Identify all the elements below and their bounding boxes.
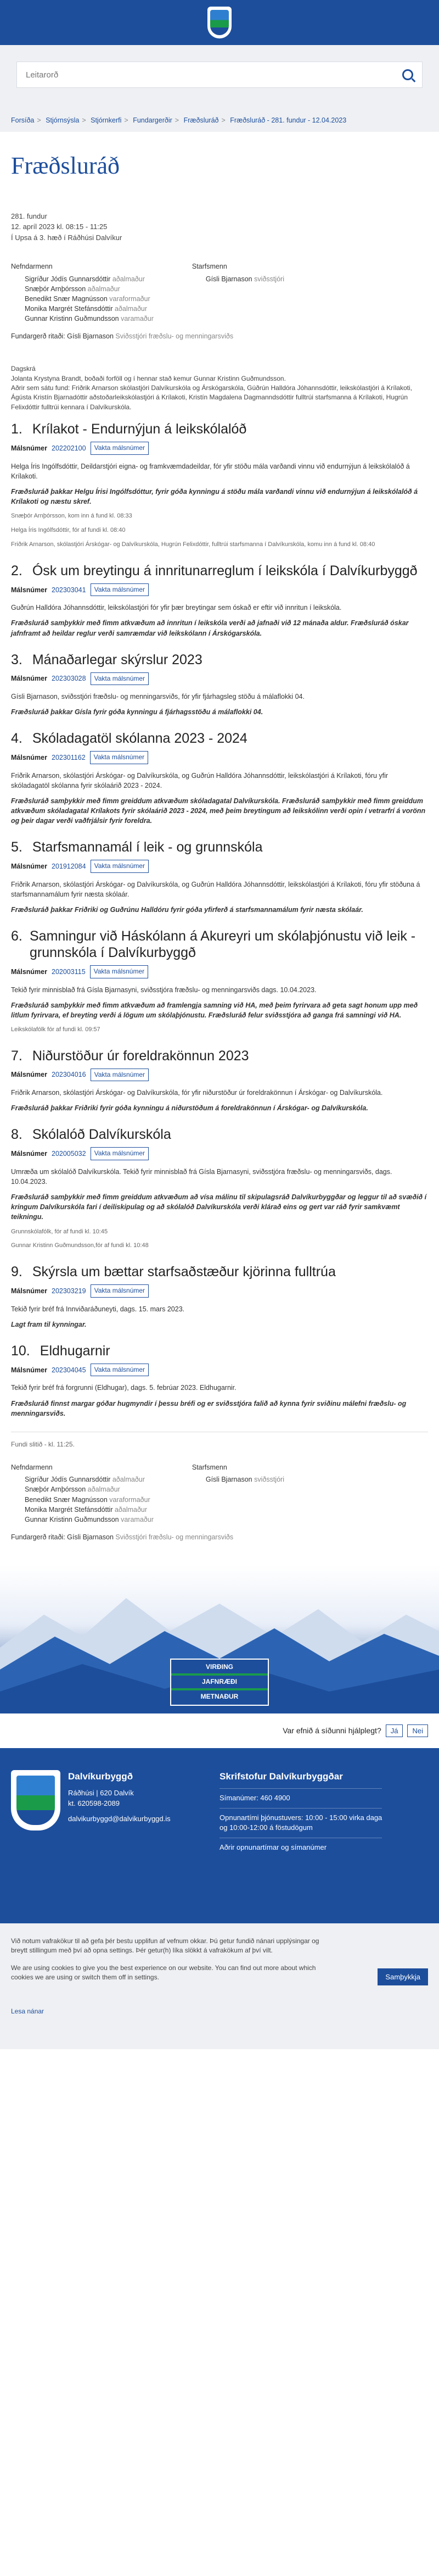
agenda-item-number: 1. [11, 421, 22, 437]
footer-phone: Símanúmer: 460 4900 [219, 1788, 382, 1808]
case-number-link[interactable]: 202303219 [52, 1287, 86, 1295]
case-number-label: Málsnúmer [11, 1150, 47, 1158]
agenda-item-title: Krílakot - Endurnýjun á leikskólalóð [32, 421, 247, 437]
member-name: Gunnar Kristinn Guðmundsson [25, 315, 119, 323]
cookie-banner [0, 1923, 439, 2049]
follow-case-button[interactable]: Vakta málsnúmer [91, 1147, 149, 1160]
agenda-item-paragraph: Fræðsluráð þakkar Gísla fyrir góða kynningu á fjárhagsstöðu á málaflokki 04. [11, 708, 263, 716]
case-number-row [11, 583, 428, 596]
agenda-item-title: Mánaðarlegar skýrslur 2023 [32, 652, 202, 667]
agenda-item-paragraph: Friðrik Arnarson, skólastjóri Árskógar- og Dalvíkurskóla, og Guðrún Halldóra Jóhannsdóttir, leikskólastjóri á Krílakoti, fóru yfir stöðuna á starfsmannamálum fyrir næsta skólaár. [11, 880, 420, 898]
breadcrumb-separator: > [221, 116, 226, 124]
members-column [11, 262, 154, 324]
agenda-item-heading [11, 928, 428, 961]
member-row [11, 304, 154, 314]
feedback-no-button[interactable]: Nei [407, 1724, 428, 1737]
case-number-link[interactable]: 202304016 [52, 1071, 86, 1079]
agenda-item-title: Samningur við Háskólann á Akureyri um skólaþjónustu við leik - grunnskóla í Dalvíkurbyggð [30, 928, 416, 961]
member-role: varaformaður [109, 1495, 150, 1504]
agenda-item-title: Ósk um breytingu á innritunarreglum í leikskóla í Dalvíkurbyggð [32, 563, 418, 578]
agenda-item-paragraph: Fræðsluráð þakkar Helgu Írisi Ingólfsdóttur, fyrir góða kynningu á stöðu mála varðandi vinnu við endurnýjun á leikskólalóð á Krílakoti og næstu skref. [11, 487, 418, 506]
footer-address: Ráðhúsi | 620 Dalvík [68, 1788, 134, 1797]
minutes-by-role: Sviðsstjóri fræðslu- og menningarsviðs [115, 1533, 234, 1541]
agenda-item-heading [11, 1126, 428, 1143]
case-number-row [11, 442, 428, 454]
meeting-meta [11, 211, 428, 243]
attendees [11, 262, 428, 324]
minutes-by-label: Fundargerð ritaði: [11, 1533, 65, 1541]
member-role: aðalmaður [114, 1505, 148, 1514]
agenda-item-paragraph: Grunnskólafólk, fór af fundi kl. 10:45 [11, 1228, 108, 1235]
agenda-item-paragraph: Tekið fyrir bréf frá Innviðaráðuneyti, dags. 15. mars 2023. [11, 1305, 185, 1313]
minutes-by-label: Fundargerð ritaði: [11, 332, 65, 341]
member-role: varamaður [121, 1515, 154, 1523]
case-number-link[interactable]: 202301162 [52, 753, 86, 761]
agenda-item-heading [11, 839, 428, 855]
member-name: Monika Margrét Stefánsdóttir [25, 304, 113, 313]
agenda-item-number: 8. [11, 1127, 22, 1143]
agenda-item-paragraph: Helga Íris Ingólfsdóttir, fór af fundi kl. 08:40 [11, 527, 126, 534]
agenda-absence-note: Jolanta Krystyna Brandt, boðaði forföll og í hennar stað kemur Gunnar Kristinn Guðmundsson. [11, 374, 286, 382]
agenda-item [11, 730, 428, 826]
agenda-item-paragraph: Gunnar Kristinn Guðmundsson,fór af fundi kl. 10:48 [11, 1242, 149, 1249]
member-row [11, 1515, 154, 1525]
case-number-link[interactable]: 202303028 [52, 675, 86, 683]
footer-right [219, 1770, 382, 1857]
follow-case-button[interactable]: Vakta málsnúmer [90, 965, 148, 978]
breadcrumb-item[interactable]: Stjórnkerfi [91, 116, 122, 124]
agenda-item-heading [11, 1264, 428, 1280]
agenda-item-paragraph: Fræðsluráð samþykkir með fimm greiddum atkvæðum að vísa málinu til skipulagsráð Dalvíkurbyggðar og leggur til að svæðið í kringum Dalvíkurskóla fari í deiliskipulag og að skólalóð Dalvíkurskóla verði klárað eins og gert var ráð fyrir samkvæmt teikningu. [11, 1193, 427, 1221]
agenda-item-number: 5. [11, 839, 22, 855]
follow-case-button[interactable]: Vakta málsnúmer [91, 1284, 149, 1297]
follow-case-button[interactable]: Vakta málsnúmer [91, 1364, 149, 1376]
member-row [11, 294, 154, 304]
feedback-bar [0, 1713, 439, 1748]
footer-offices-title: Skrifstofur Dalvíkurbyggðar [219, 1771, 343, 1782]
agenda-item [11, 652, 428, 717]
agenda-item-paragraph: Fræðsluráð þakkar Friðriki fyrir góða kynningu á niðurstöðum á foreldrakönnun í Árskógar- og Dalvíkurskóla. [11, 1104, 368, 1112]
footer-title: Dalvíkurbyggð [68, 1771, 133, 1782]
agenda-item-paragraph: Snæþór Arnþórsson, kom inn á fund kl. 08:33 [11, 513, 132, 520]
case-number-label: Málsnúmer [11, 586, 47, 594]
member-row [11, 1505, 154, 1515]
footer-hours-line: og 10:00-12:00 á föstudögum [219, 1823, 313, 1832]
meeting-date: 12. apríl 2023 kl. 08:15 - 11:25 [11, 222, 108, 231]
agenda-item-number: 7. [11, 1048, 22, 1064]
case-number-link[interactable]: 202303041 [52, 586, 86, 594]
agenda-item-number: 6. [11, 928, 22, 944]
agenda-item-paragraph: Friðrik Arnarson, skólastjóri Árskógar- og Dalvíkurskóla, og Guðrún Halldóra Jóhannsdóttir, leikskólastjóri á Krílakoti, fóru yfir skóladagatöl skólanna fyrir skólaárið 2023 - 2024. [11, 771, 389, 789]
case-number-label: Málsnúmer [11, 1287, 47, 1295]
case-number-label: Málsnúmer [11, 1071, 47, 1079]
breadcrumb-home[interactable]: Forsíða [11, 116, 35, 124]
cookie-text-en: We are using cookies to give you the best experience on our website. You can find out more about which cookies we are using or switch them off in settings. [11, 1963, 316, 1982]
search-input[interactable] [26, 70, 402, 80]
agenda-item [11, 1264, 428, 1329]
value-ambition: METNAÐUR [200, 1693, 239, 1701]
member-row [11, 1475, 154, 1484]
agenda-label: Dagskrá [11, 365, 36, 373]
footer-hours-line: Opnunartími þjónustuvers: 10:00 - 15:00 virka daga [219, 1813, 382, 1822]
member-name: Sigríður Jódís Gunnarsdóttir [25, 275, 111, 283]
member-role: aðalmaður [87, 1485, 120, 1494]
cookie-accept-button[interactable]: Samþykkja [378, 1968, 428, 1985]
breadcrumb-separator: > [124, 116, 128, 124]
agenda-item-paragraph: Fræðsluráð þakkar Friðriki og Guðrúnu Halldóru fyrir góða yfirferð á starfsmannamálum fyrir næsta skólaár. [11, 906, 363, 914]
breadcrumb-item[interactable]: Stjórnsýsla [46, 116, 80, 124]
agenda-item-number: 9. [11, 1264, 22, 1280]
case-number-label: Málsnúmer [11, 675, 47, 683]
agenda-item [11, 1048, 428, 1114]
values-banner [0, 1565, 439, 1713]
staff-column [192, 1462, 284, 1525]
staff-role: sviðsstjóri [254, 1476, 284, 1484]
case-number-row [11, 1069, 428, 1081]
top-bar [0, 0, 439, 45]
minutes-by-name: Gísli Bjarnason [67, 1533, 114, 1541]
attendees-bottom [11, 1462, 428, 1525]
agenda-item-title: Skóladagatöl skólanna 2023 - 2024 [32, 731, 247, 747]
main-content [0, 148, 439, 1542]
agenda-item-heading [11, 421, 428, 437]
breadcrumb [0, 115, 439, 132]
agenda-item-paragraph: Umræða um skólalóð Dalvíkurskóla. Tekið fyrir minnisblað frá Gísla Bjarnasyni, sviðsstjóra fræðslu- og menningarsviðs, dags. 10.04.2023. [11, 1167, 392, 1186]
case-number-row [11, 751, 428, 764]
agenda-item-title: Skólalóð Dalvíkurskóla [32, 1127, 171, 1143]
agenda-item-paragraph: Guðrún Halldóra Jóhannsdóttir, leikskólastjóri fór yfir þær breytingar sem óskað er eftir við innritun í leikskóla. [11, 604, 342, 612]
agenda-item [11, 928, 428, 1034]
search-box [16, 62, 423, 88]
agenda-item [11, 1126, 428, 1250]
agenda-item-heading [11, 563, 428, 579]
footer-more-link[interactable]: Aðrir opnunartímar og símanúmer [219, 1838, 382, 1857]
follow-case-button[interactable]: Vakta málsnúmer [91, 442, 149, 454]
agenda-item-paragraph: Fræðsluráð samþykkir með fimm atkvæðum að innritun í leikskóla verði að jafnaði við 12 mánaða aldur. Fræðsluráð óskar jafnframt að heildar reglur verði samræmdar við leikskólann í Árskógarskóla. [11, 619, 409, 637]
case-number-link[interactable]: 201912084 [52, 863, 86, 870]
case-number-row [11, 1284, 428, 1297]
minutes-by-name: Gísli Bjarnason [67, 332, 114, 341]
staff-column [192, 262, 284, 324]
agenda-attendees-note: Aðrir sem sátu fund: Friðrik Arnarson skólastjóri Dalvíkurskóla og Árskógarskóla, Gúðrún Halldóra Jóhannsdóttir, leikskólastjóri á Krílakoti, Ágústa Kristín Bjarnadóttir aðstoðarleikskólastjóri á Krílakoti, Kristín Magdalena Dagmanndsdóttir fulltrúi starfsmanna á Krílakoti, Hugrún Felixdóttir fulltrúi kennara í Dalvíkurskóla. [11, 384, 412, 411]
case-number-label: Málsnúmer [11, 444, 47, 452]
agenda-item-paragraph: Fræðsluráð samþykkir með fimm greiddum atkvæðum skóladagatal Dalvíkurskóla. Fræðsluráð samþykkir með fimm greiddum atkvæðum skóladagatal Krílakots fyrir skólaárið 2023 - 2024, með þeim breytingum að leikskólinn verði opin í vetrarfrí á vorönn og þeir dagar verði vaðfrjálsir fyrir foreldra. [11, 797, 426, 825]
agenda-item-heading [11, 1343, 428, 1359]
agenda-item-title: Starfsmannamál í leik - og grunnskóla [32, 839, 263, 855]
member-row [11, 1495, 154, 1505]
feedback-question: Var efnið á síðunni hjálplegt? [283, 1726, 381, 1735]
breadcrumb-item[interactable]: Fræðsluráð [183, 116, 219, 124]
agenda-item-paragraph: Leikskólafólk fór af fundi kl. 09:57 [11, 1026, 100, 1033]
minutes-by-bottom [11, 1532, 428, 1542]
agenda-item-paragraph: Fræðsluráð samþykkir með fimm atkvæðum að framlengja samning við HA, með þeim fyrirvara að geta sagt honum upp með litlum fyrirvara, ef breyting verði á lögum um skólaþjónustu. Fræðsluráð felur sviðsstjóra að ganga frá samningi við HA. [11, 1001, 418, 1019]
green-stripe [171, 1688, 268, 1690]
member-name: Benedikt Snær Magnússon [25, 294, 108, 303]
member-role: aðalmaður [87, 285, 120, 293]
case-number-link[interactable]: 202005032 [52, 1150, 86, 1158]
member-name: Snæþór Arnþórsson [25, 285, 86, 293]
breadcrumb-item[interactable]: Fundargerðir [133, 116, 172, 124]
member-role: aðalmaður [112, 275, 145, 283]
meeting-location: Í Upsa á 3. hæð í Ráðhúsi Dalvíkur [11, 233, 122, 242]
follow-case-button[interactable]: Vakta málsnúmer [91, 672, 149, 685]
agenda-item-heading [11, 652, 428, 668]
member-row [11, 274, 154, 284]
member-name: Monika Margrét Stefánsdóttir [25, 1505, 113, 1514]
agenda-item-title: Eldhugarnir [40, 1343, 110, 1359]
case-number-label: Málsnúmer [11, 863, 47, 870]
staff-row [192, 1475, 284, 1484]
agenda-item-paragraph: Lagt fram til kynningar. [11, 1320, 87, 1328]
member-name: Sigríður Jódís Gunnarsdóttir [25, 1476, 111, 1484]
dalvikurbyggd-logo[interactable] [207, 7, 232, 38]
footer-email-link[interactable]: dalvikurbyggd@dalvikurbyggd.is [68, 1815, 171, 1823]
agenda-item-paragraph: Friðrik Arnarson, skólastjóri Árskógar- og Dalvíkurskóla, Hugrún Felixdóttir, fulltrúi starfsmanna í Dalvíkurskóla, komu inn á fund kl. 08:40 [11, 541, 375, 548]
breadcrumb-separator: > [37, 116, 41, 124]
agenda-item [11, 839, 428, 915]
search-area [0, 45, 439, 115]
staff-heading: Starfsmenn [192, 1464, 227, 1472]
agenda-item-number: 4. [11, 731, 22, 747]
member-name: Gunnar Kristinn Guðmundsson [25, 1515, 119, 1523]
agenda-item-title: Skýrsla um bættar starfsaðstæður kjörinna fulltrúa [32, 1264, 336, 1280]
members-column [11, 1462, 154, 1525]
agenda-item-number: 10. [11, 1343, 30, 1359]
cookie-read-more-link[interactable]: Lesa nánar [11, 2007, 44, 2015]
breadcrumb-current: Fræðsluráð - 281. fundur - 12.04.2023 [230, 116, 347, 124]
meeting-number: 281. fundur [11, 212, 47, 220]
value-respect: VIRÐING [205, 1663, 233, 1671]
follow-case-button[interactable]: Vakta málsnúmer [91, 860, 149, 872]
search-icon[interactable] [402, 69, 413, 80]
footer-logo [11, 1770, 60, 1831]
agenda-item-number: 3. [11, 652, 22, 667]
case-number-row [11, 1364, 428, 1376]
case-number-row [11, 860, 428, 872]
agenda-item-paragraph: Friðrik Arnarson, skólastjóri Árskógar- og Dalvíkurskóla, fór yfir niðurstöður úr foreldrakönnun í Árskógar- og Dalvíkurskóla. [11, 1089, 383, 1097]
agenda-intro [11, 364, 428, 412]
footer-hours [219, 1808, 382, 1838]
minutes-by-role: Sviðsstjóri fræðslu- og menningarsviðs [115, 332, 234, 341]
agenda-item-paragraph: Tekið fyrir bréf frá forgrunni (Eldhugar), dags. 5. febrúar 2023. Eldhugarnir. [11, 1384, 237, 1392]
member-row [11, 1484, 154, 1494]
case-number-link[interactable]: 202003115 [52, 967, 86, 976]
staff-row [192, 274, 284, 284]
member-name: Benedikt Snær Magnússon [25, 1495, 108, 1504]
agenda-item [11, 421, 428, 549]
staff-heading: Starfsmenn [192, 263, 227, 271]
green-stripe [171, 1673, 268, 1676]
member-role: aðalmaður [112, 1476, 145, 1484]
values-tag [170, 1659, 269, 1706]
agenda-item-paragraph: Tekið fyrir minnisblað frá Gísla Bjarnasyni, sviðsstjóra fræðslu- og menningarsviðs dags. 10.04.2023. [11, 986, 317, 994]
members-heading: Nefndarmenn [11, 1464, 53, 1472]
cookie-text-is: Við notum vafrakökur til að gefa þér bestu upplifun af vefnum okkar. Þú getur fundið nánari upplýsingar og breytt stillingum með því að opna settings. Þér getur(h) líka slökkt á vafrakökum af því vilt. [11, 1937, 319, 1955]
agenda-item [11, 1343, 428, 1418]
agenda-items [11, 421, 428, 1418]
agenda-item-heading [11, 1048, 428, 1064]
agenda-item-paragraph: Fræðsluráð finnst margar góðar hugmyndir í þessu bréfi og er sviðsstjóra falið að kynna fyrir sviðinu málefni fræðslu- og menningarsviðs. [11, 1399, 407, 1417]
footer-contact [68, 1770, 171, 1857]
follow-case-button[interactable]: Vakta málsnúmer [91, 1069, 149, 1081]
breadcrumb-separator: > [82, 116, 86, 124]
cookie-row [11, 1963, 428, 1990]
value-equality: JAFNRÆÐI [201, 1678, 237, 1686]
case-number-row [11, 965, 428, 978]
member-name: Snæþór Arnþórsson [25, 1485, 86, 1494]
case-number-link[interactable]: 202202100 [52, 444, 86, 452]
agenda-item [11, 563, 428, 638]
staff-name: Gísli Bjarnason [205, 275, 252, 283]
case-number-label: Málsnúmer [11, 753, 47, 761]
follow-case-button[interactable]: Vakta málsnúmer [91, 583, 149, 596]
agenda-item-paragraph: Helga Íris Ingólfsdóttir, Deildarstjóri eigna- og framkvæmdadeildar, fór yfir stöðu mála varðandi vinnu við endurnýjun á leikskólalóð á Krílakoti. [11, 462, 410, 480]
case-number-label: Málsnúmer [11, 967, 47, 976]
agenda-item-number: 2. [11, 563, 22, 578]
feedback-yes-button[interactable]: Já [386, 1724, 403, 1737]
agenda-item-title: Niðurstöður úr foreldrakönnun 2023 [32, 1048, 249, 1064]
staff-role: sviðsstjóri [254, 275, 284, 283]
case-number-row [11, 1147, 428, 1160]
footer [0, 1748, 439, 1923]
meeting-closed: Fundi slitið - kl. 11:25. [11, 1440, 75, 1448]
members-heading: Nefndarmenn [11, 263, 53, 271]
follow-case-button[interactable]: Vakta málsnúmer [90, 751, 148, 764]
case-number-row [11, 672, 428, 685]
page-title: Fræðsluráð [11, 152, 120, 180]
member-role: varaformaður [109, 294, 150, 303]
breadcrumb-separator: > [175, 116, 179, 124]
member-row [11, 314, 154, 324]
member-role: varamaður [121, 315, 154, 323]
agenda-item-heading [11, 730, 428, 747]
case-number-label: Málsnúmer [11, 1366, 47, 1374]
agenda-item-paragraph: Gísli Bjarnason, sviðsstjóri fræðslu- og menningarsviðs, fór yfir fjárhagsleg stöðu á málaflokki 04. [11, 693, 305, 701]
minutes-by [11, 331, 428, 341]
member-row [11, 284, 154, 294]
footer-kt: kt. 620598-2089 [68, 1799, 120, 1807]
member-role: aðalmaður [114, 304, 148, 313]
staff-name: Gísli Bjarnason [205, 1476, 252, 1484]
case-number-link[interactable]: 202304045 [52, 1366, 86, 1374]
footer-left [11, 1770, 203, 1857]
